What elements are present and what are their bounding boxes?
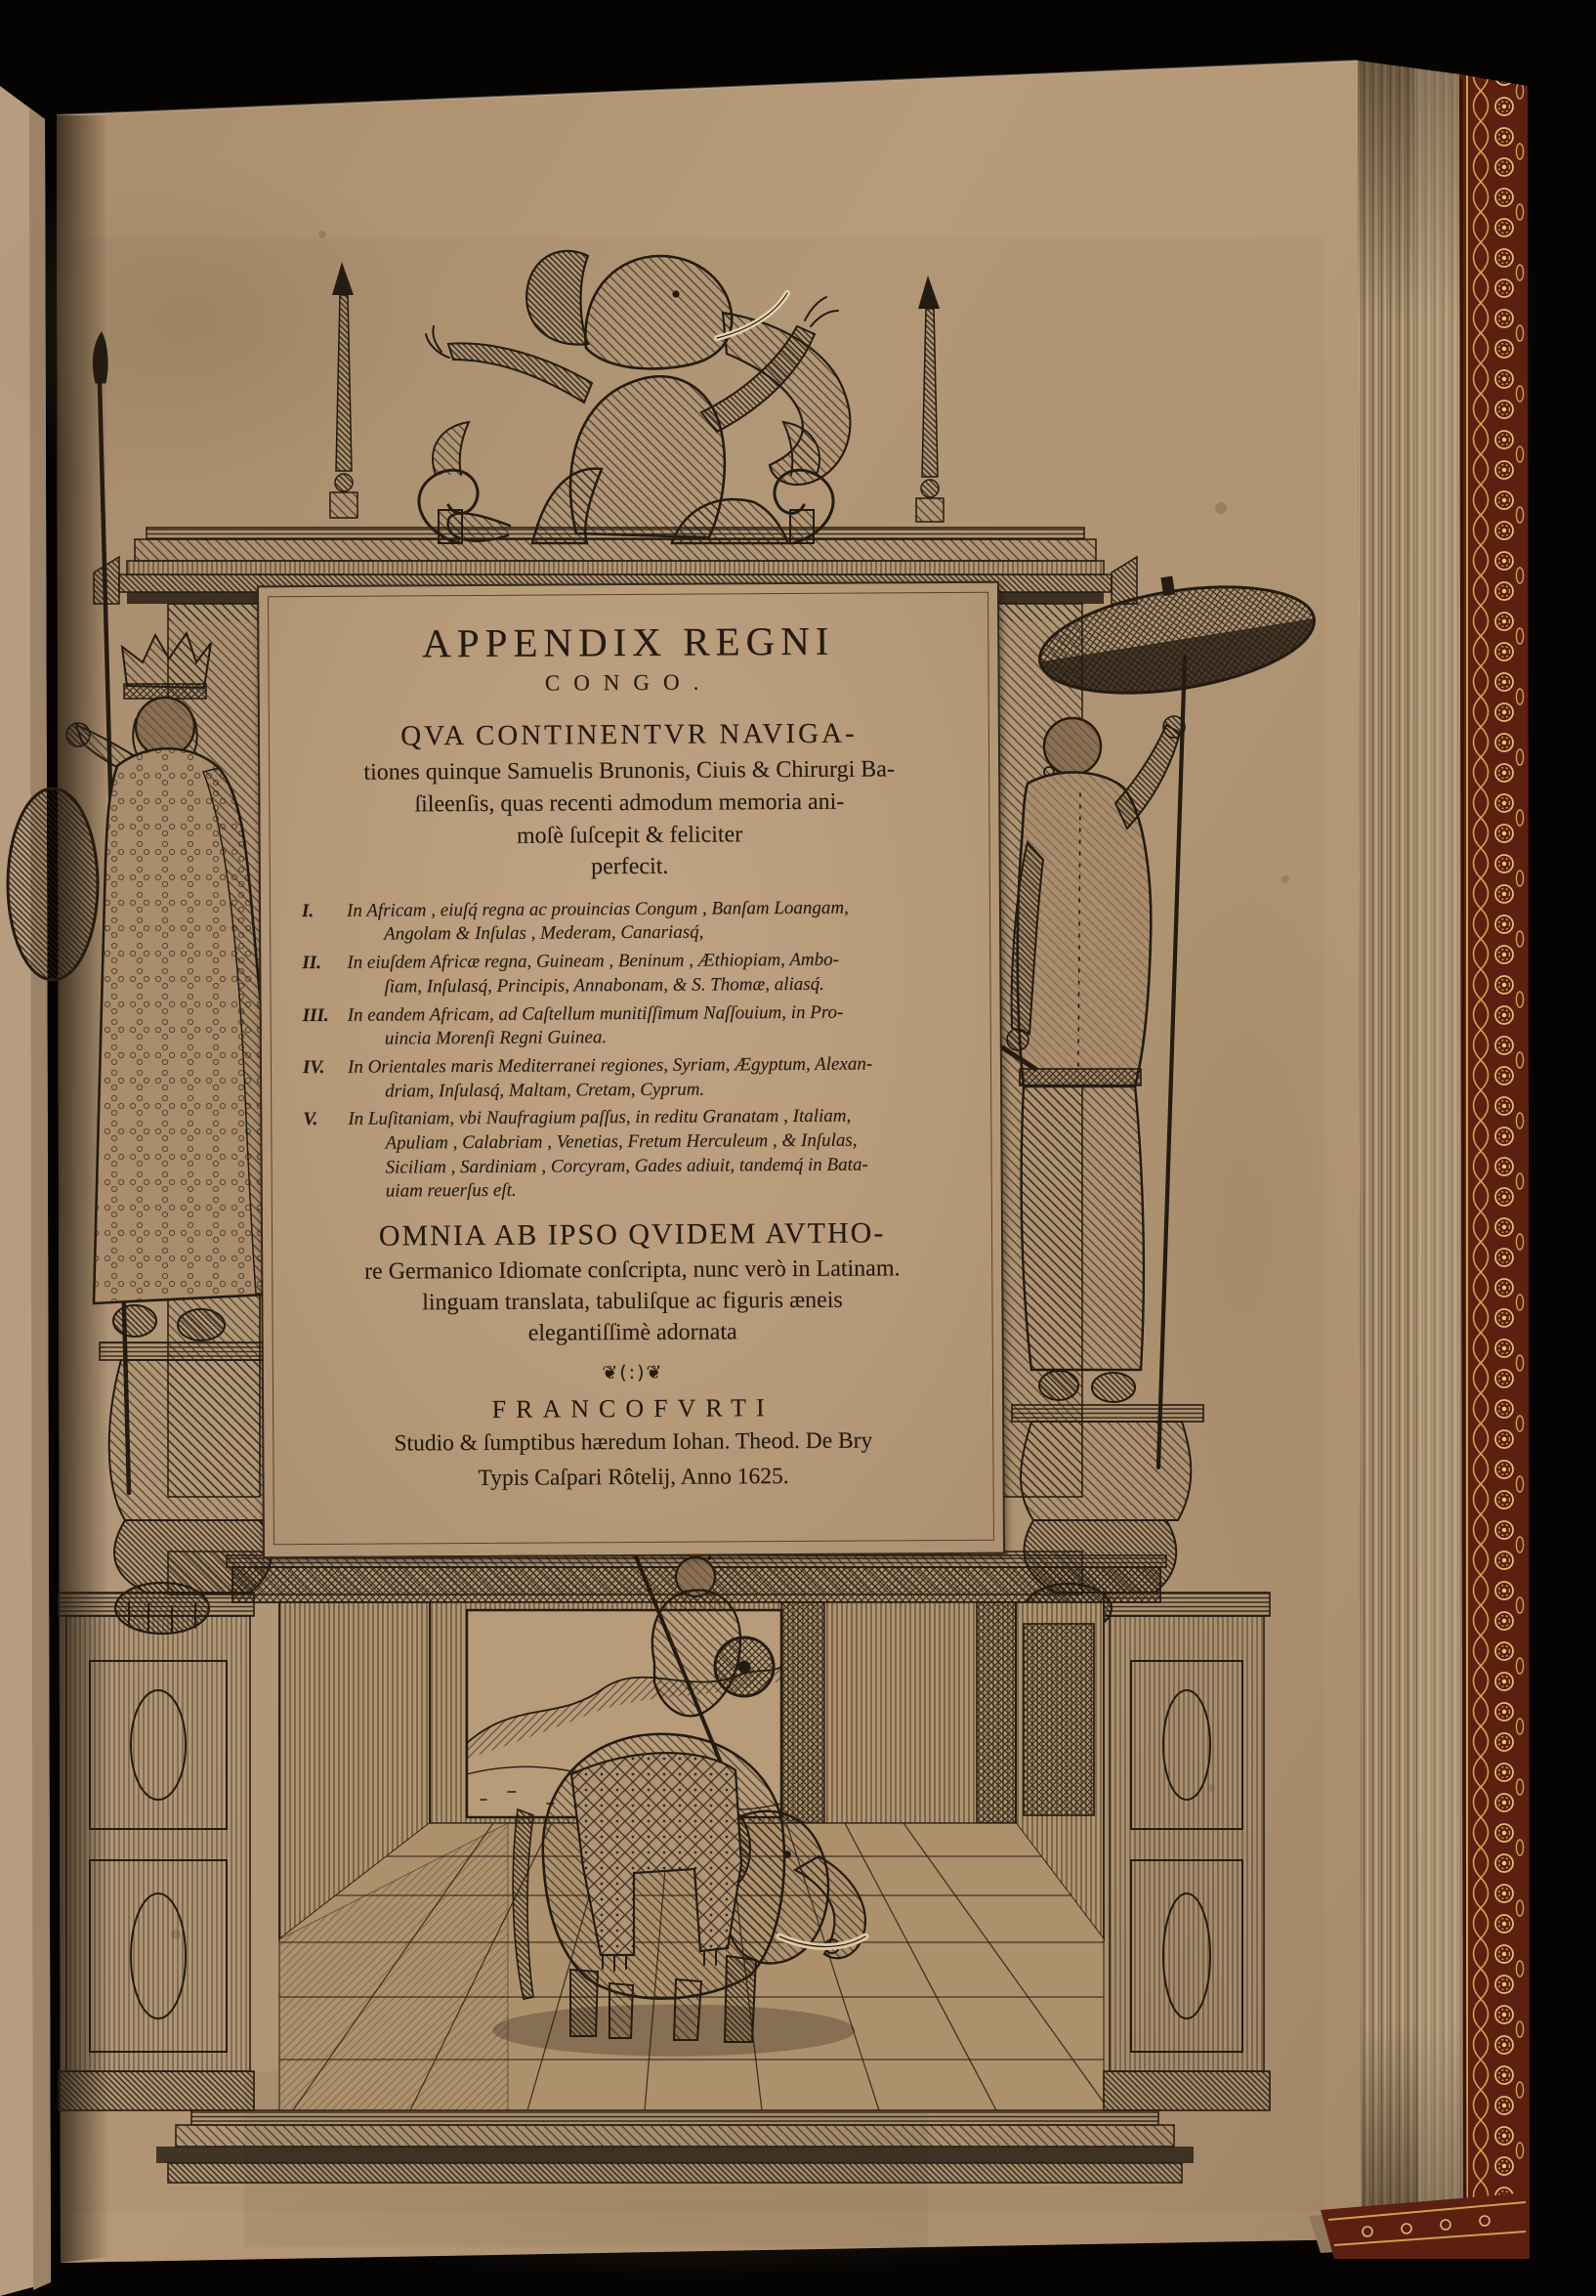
contents-item-4 — [297, 1052, 965, 1105]
contents-numeral: III. — [302, 1004, 329, 1026]
imprint-printer: Typis Caſpari Rôtelij, Anno 1625. — [478, 1463, 789, 1491]
contents-numeral: IV. — [302, 1056, 325, 1078]
belt — [1020, 1069, 1141, 1085]
contents-text: In eandem Africam, ad Caſtellum munitiſſimum Naſſouium, in Pro- uincia Morenſi Regni Guinea. — [347, 1001, 844, 1049]
imprint-place: FRANCOFVRTI — [491, 1393, 775, 1424]
contents-text: In Orientales maris Mediterranei regiones, Syriam, Ægyptum, Alexan- driam, Inſulasq́, Maltam, Cretam, Cyprum. — [347, 1053, 873, 1102]
contents-numeral: II. — [302, 953, 321, 974]
argument-caps: QVA CONTINENTVR NAVIGA- — [400, 717, 858, 752]
contents-item-5 — [297, 1104, 966, 1205]
contents-item-1 — [296, 896, 964, 949]
contents-numeral: I. — [301, 900, 315, 921]
title-text-panel — [257, 581, 1005, 1559]
pedestal-right — [1104, 1593, 1270, 2110]
book-title-congo: CONGO. — [544, 669, 713, 696]
predella — [59, 1485, 1270, 2183]
contents-text: In eiuſdem Africæ regna, Guineam , Beninum , Æthiopiam, Ambo- ſiam, Inſulasq́, Principis, Annabonam, & S. Thomæ, aliasq́. — [347, 949, 840, 998]
pedestal-left — [59, 1593, 254, 2110]
imprint-publisher: Studio & ſumptibus hæredum Iohan. Theod. De Bry — [394, 1427, 873, 1457]
argument-text: tiones quinque Samuelis Brunonis, Ciuis & Chirurgi Ba- ſileenſis, quas recenti admodum memoria ani- moſè ſuſcepit & feliciter perfecit. — [363, 756, 895, 880]
contents-item-2 — [296, 948, 964, 1000]
colophon-caps: OMNIA AB IPSO QVIDEM AVTHO- — [378, 1216, 886, 1253]
base-moldings — [156, 2110, 1194, 2183]
printer-ornament: ❦(:)❦ — [602, 1362, 664, 1384]
contents-numeral: V. — [303, 1109, 318, 1130]
contents-list — [296, 896, 966, 1205]
contents-item-3 — [297, 999, 965, 1052]
king-shield — [8, 788, 98, 980]
colophon-text: re Germanico Idiomate conſcripta, nunc verò in Latinam. linguam translata, tabuliſque ac figuris æneis elegantiſſimè adornata — [363, 1255, 901, 1346]
book-title: APPENDIX REGNI — [422, 617, 835, 666]
title-text-panel-inner — [268, 592, 994, 1545]
contents-text: In Africam , eiuſq́ regna ac prouincias Congum , Banſam Loangam, Angolam & Inſulas , Mederam, Canariasq́, — [346, 897, 849, 946]
contents-text: In Luſitaniam, vbi Naufragium paſſus, in reditu Granatam , Italiam, Apuliam , Calabriam , Venetias, Fretum Herculeum , & Inſulas, Siciliam , Sardiniam , Corcyram, Gades adiuit, tandemq́ in Bata- uiam reuerſus eſt. — [348, 1105, 868, 1203]
